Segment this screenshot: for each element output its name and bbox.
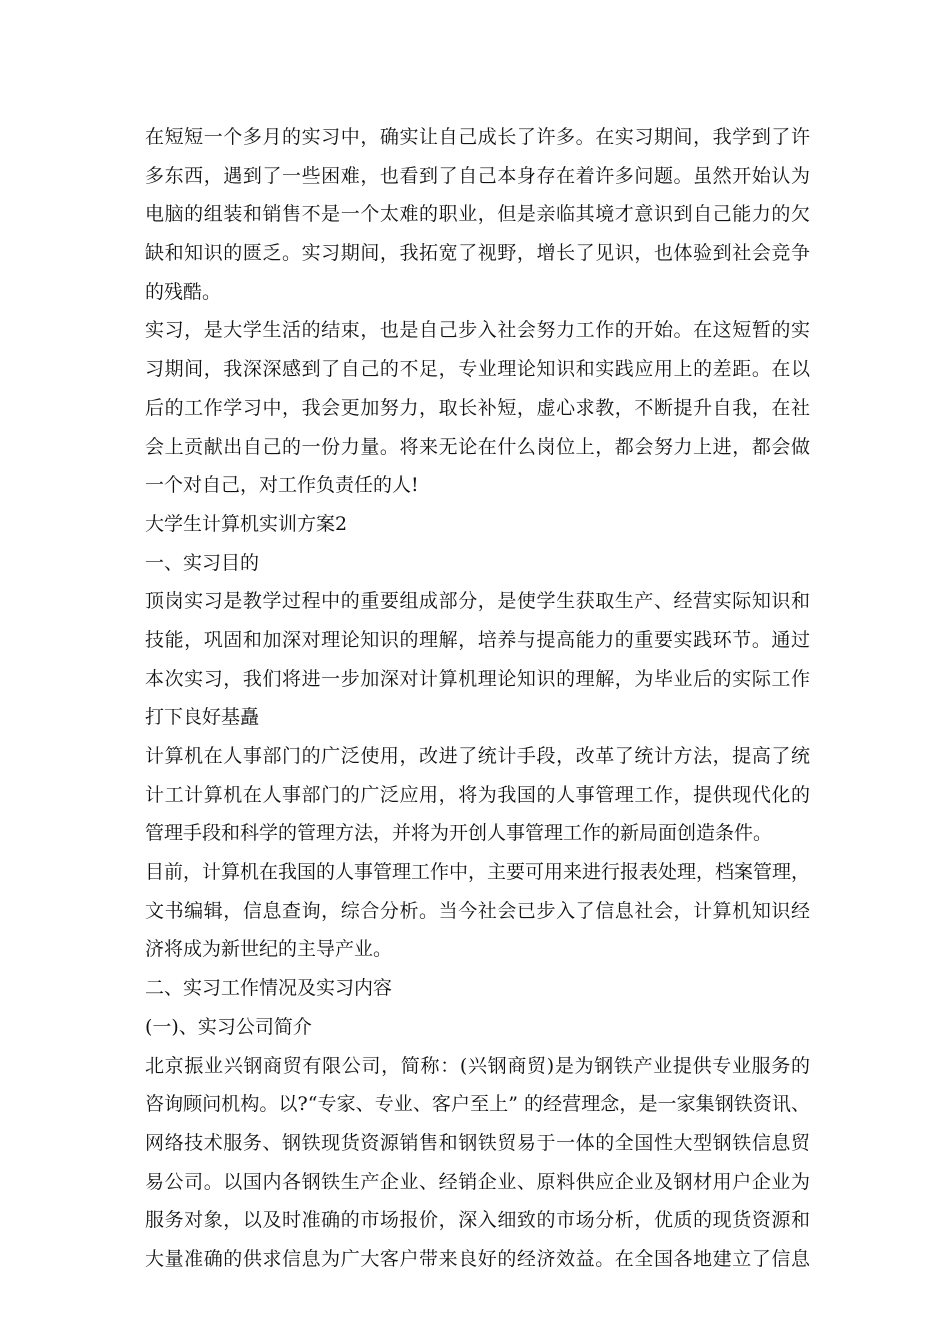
text-line: 习期间，我深深感到了自己的不足，专业理论知识和实践应用上的差距。在以	[145, 358, 810, 381]
text-line: 本次实习，我们将进一步加深对计算机理论知识的理解，为毕业后的实际工作	[145, 667, 810, 690]
text-line: 二、实习工作情况及实习内容	[145, 977, 393, 1000]
text-line: (一)、实习公司简介	[145, 1015, 312, 1038]
text-line: 管理手段和科学的管理方法，并将为开创人事管理工作的新局面创造条件。	[145, 822, 773, 845]
text-line: 济将成为新世纪的主导产业。	[145, 938, 393, 961]
text-line: 文书编辑，信息查询，综合分析。当今社会已步入了信息社会，计算机知识经	[145, 899, 810, 922]
text-line: 的残酷。	[145, 280, 222, 303]
text-line: 一个对自己，对工作负责任的人!	[145, 474, 419, 497]
text-line: 技能，巩固和加深对理论知识的理解，培养与提高能力的重要实践环节。通过	[145, 628, 810, 651]
text-line: 实习，是大学生活的结束，也是自己步入社会努力工作的开始。在这短暂的实	[145, 319, 810, 342]
text-line: 打下良好基矗	[145, 706, 260, 729]
text-line: 缺和知识的匮乏。实习期间，我拓宽了视野，增长了见识，也体验到社会竞争	[145, 242, 810, 265]
text-line: 目前，计算机在我国的人事管理工作中，主要可用来进行报表处理，档案管理，	[145, 861, 811, 884]
text-line: 易公司。以国内各钢铁生产企业、经销企业、原料供应企业及钢材用户企业为	[145, 1170, 810, 1193]
text-line: 大学生计算机实训方案2	[145, 512, 348, 535]
document-body	[145, 118, 810, 1279]
text-line: 电脑的组装和销售不是一个太难的职业，但是亲临其境才意识到自己能力的欠	[145, 203, 810, 226]
text-line: 大量准确的供求信息为广大客户带来良好的经济效益。在全国各地建立了信息	[145, 1247, 810, 1270]
text-line: 会上贡献出自己的一份力量。将来无论在什么岗位上，都会努力上进，都会做	[145, 435, 810, 458]
text-line: 后的工作学习中，我会更加努力，取长补短，虚心求教，不断提升自我，在社	[145, 396, 810, 419]
text-line: 网络技术服务、钢铁现货资源销售和钢铁贸易于一体的全国性大型钢铁信息贸	[145, 1131, 810, 1154]
text-line: 北京振业兴钢商贸有限公司，简称：(兴钢商贸)是为钢铁产业提供专业服务的	[145, 1054, 810, 1077]
text-line: 多东西，遇到了一些困难，也看到了自己本身存在着许多问题。虽然开始认为	[145, 164, 810, 187]
text-line: 咨询顾问机构。以?“专家、专业、客户至上” 的经营理念，是一家集钢铁资讯、	[145, 1093, 810, 1116]
text-line: 计算机在人事部门的广泛使用，改进了统计手段，改革了统计方法，提高了统	[145, 745, 810, 767]
text-line: 顶岗实习是教学过程中的重要组成部分，是使学生获取生产、经营实际知识和	[145, 590, 810, 613]
text-line: 在短短一个多月的实习中，确实让自己成长了许多。在实习期间，我学到了许	[145, 126, 810, 148]
text-line: 服务对象，以及时准确的市场报价，深入细致的市场分析，优质的现货资源和	[145, 1209, 810, 1232]
text-line: 计工计算机在人事部门的广泛应用，将为我国的人事管理工作，提供现代化的	[145, 783, 810, 806]
text-line: 一、实习目的	[145, 551, 260, 574]
